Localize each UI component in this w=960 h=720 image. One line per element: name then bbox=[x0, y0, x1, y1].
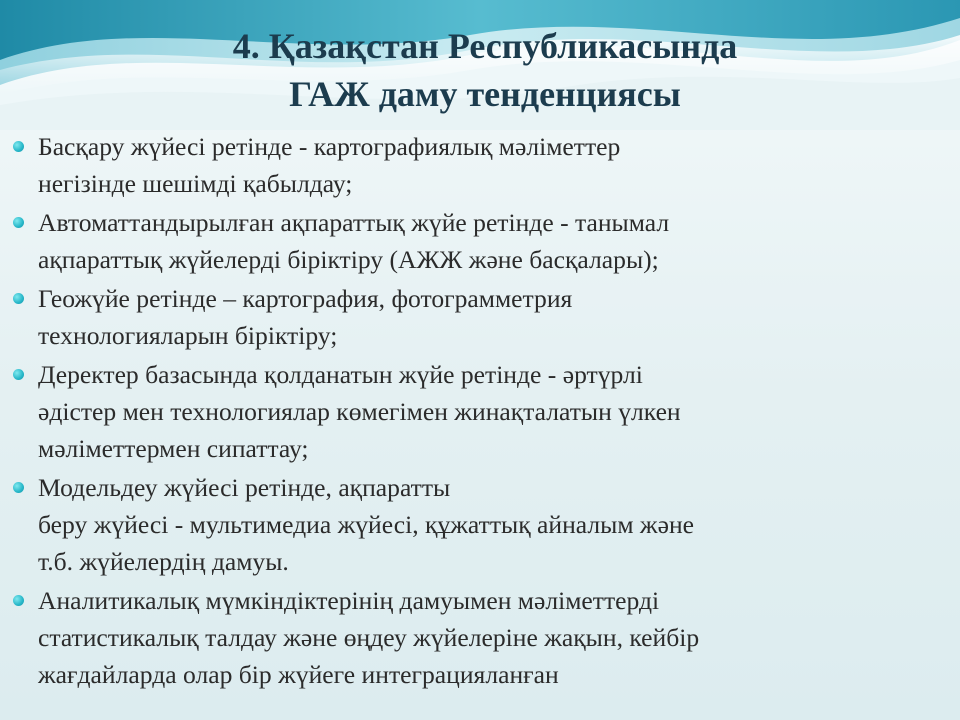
slide-title-line-1: 4. Қазақстан Республикасында bbox=[232, 26, 738, 66]
bullet-line: әдістер мен технологиялар көмегімен жинақталатын үлкен bbox=[38, 397, 681, 426]
bullet-line: жағдайларда олар бір жүйеге интеграцияланған bbox=[38, 660, 559, 689]
bullet-line: Автоматтандырылған ақпараттық жүйе ретінде - танымал bbox=[38, 208, 670, 237]
slide-title-line-2: ГАЖ даму тенденциясы bbox=[289, 74, 681, 114]
bullet-list bbox=[12, 128, 947, 695]
bullet-line: т.б. жүйелердің дамуы. bbox=[38, 547, 289, 576]
bullet-dot-icon bbox=[13, 293, 24, 304]
bullet-dot-icon bbox=[13, 217, 24, 228]
bullet-item bbox=[12, 582, 947, 693]
bullet-line: мәліметтермен сипаттау; bbox=[38, 434, 309, 463]
bullet-line: Модельдеу жүйесі ретінде, ақпаратты bbox=[38, 473, 451, 502]
bullet-line: Аналитикалық мүмкіндіктерінің дамуымен мәліметтерді bbox=[38, 586, 660, 615]
bullet-line: негізінде шешімді қабылдау; bbox=[38, 169, 353, 198]
bullet-dot-icon bbox=[13, 141, 24, 152]
bullet-dot-icon bbox=[13, 595, 24, 606]
bullet-line: беру жүйесі - мультимедиа жүйесі, құжаттық айналым және bbox=[38, 510, 695, 539]
bullet-dot-icon bbox=[13, 482, 24, 493]
bullet-dot-icon bbox=[13, 369, 24, 380]
bullet-item bbox=[12, 128, 947, 202]
bullet-item bbox=[12, 204, 947, 278]
bullet-line: Деректер базасында қолданатын жүйе ретінде - әртүрлі bbox=[38, 360, 643, 389]
bullet-line: статистикалық талдау және өңдеу жүйелеріне жақын, кейбір bbox=[38, 623, 700, 652]
bullet-item bbox=[12, 280, 947, 354]
bullet-item bbox=[12, 469, 947, 580]
slide-title bbox=[120, 22, 850, 118]
bullet-line: Геожүйе ретінде – картография, фотограмметрия bbox=[38, 284, 573, 313]
bullet-line: Басқару жүйесі ретінде - картографиялық мәліметтер bbox=[38, 132, 621, 161]
bullet-line: технологияларын біріктіру; bbox=[38, 321, 338, 350]
bullet-line: ақпараттық жүйелерді біріктіру (АЖЖ және басқалары); bbox=[38, 245, 659, 274]
bullet-item bbox=[12, 356, 947, 467]
